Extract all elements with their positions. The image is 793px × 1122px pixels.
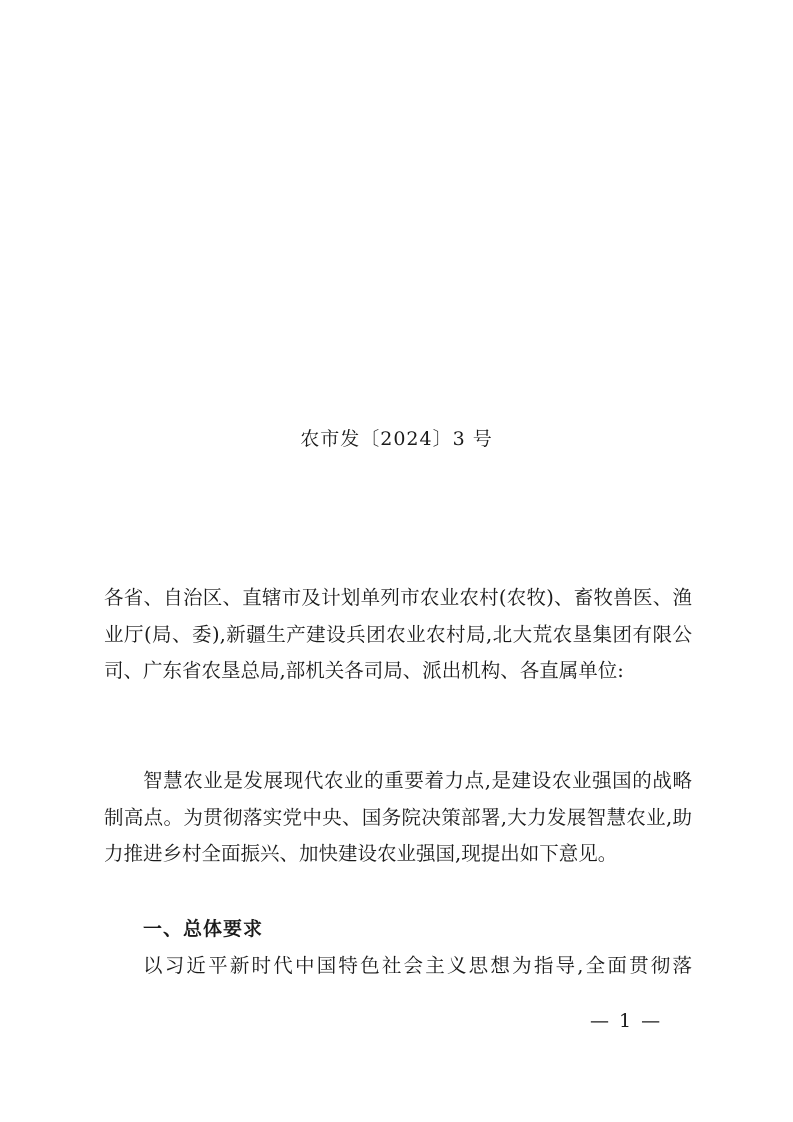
page-number: — 1 —	[590, 1010, 663, 1032]
body-paragraph: 以习近平新时代中国特色社会主义思想为指导,全面贯彻落	[143, 954, 692, 977]
section-heading: 一、总体要求	[143, 918, 264, 940]
doc-number: 农市发〔2024〕3 号	[300, 428, 493, 450]
intro-paragraph: 智慧农业是发展现代农业的重要着力点,是建设农业强国的战略制高点。为贯彻落实党中央、国务院决策部署,大力发展智慧农业,助力推进乡村全面振兴、加快建设农业强国,现提出如下意见。	[104, 769, 692, 866]
addressee-paragraph: 各省、自治区、直辖市及计划单列市农业农村(农牧)、畜牧兽医、渔业厅(局、委),新疆生产建设兵团农业农村局,北大荒农垦集团有限公司、广东省农垦总局,部机关各司局、派出机构、各直属单位:	[104, 586, 692, 683]
